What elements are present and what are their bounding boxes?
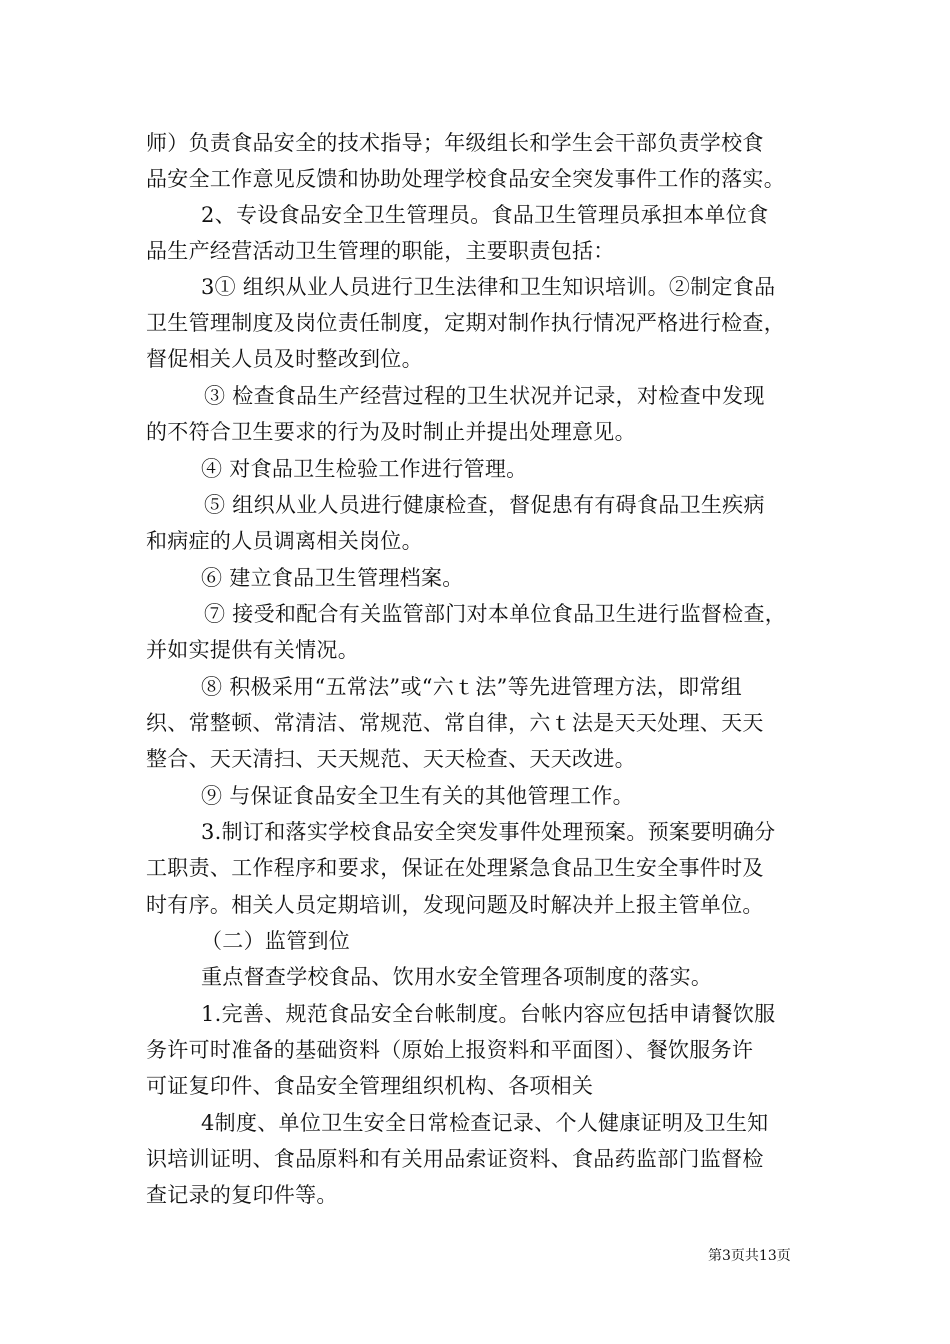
text-line: 织、常整顿、常清洁、常规范、常自律，六ｔ法是天天处理、天天 — [146, 711, 764, 735]
text-line: 师）负责食品安全的技术指导；年级组长和学生会干部负责学校食 — [146, 131, 764, 155]
text-line: ⑦ 接受和配合有关监管部门对本单位食品卫生进行监督检查， — [204, 602, 787, 626]
text-line: 品生产经营活动卫生管理的职能，主要职责包括： — [146, 239, 615, 263]
text-line: 整合、天天清扫、天天规范、天天检查、天天改进。 — [146, 747, 636, 771]
text-line: 4制度、单位卫生安全日常检查记录、个人健康证明及卫生知 — [201, 1111, 769, 1135]
text-line: 务许可时准备的基础资料（原始上报资料和平面图）、餐饮服务许 — [146, 1038, 754, 1062]
text-line: 3.制订和落实学校食品安全突发事件处理预案。预案要明确分 — [201, 820, 776, 844]
text-line: 工职责、工作程序和要求，保证在处理紧急食品卫生安全事件时及 — [146, 856, 764, 880]
text-line: 重点督查学校食品、饮用水安全管理各项制度的落实。 — [201, 965, 713, 989]
text-line: ③ 检查食品生产经营过程的卫生状况并记录，对检查中发现 — [204, 384, 765, 408]
text-line: 2、专设食品安全卫生管理员。食品卫生管理员承担本单位食 — [201, 203, 769, 227]
text-line: 可证复印件、食品安全管理组织机构、各项相关 — [146, 1074, 594, 1098]
text-line: 查记录的复印件等。 — [146, 1183, 338, 1207]
text-line: 卫生管理制度及岗位责任制度，定期对制作执行情况严格进行检查， — [146, 311, 785, 335]
page-number: 第3页共13页 — [708, 1248, 791, 1264]
text-line: 品安全工作意见反馈和协助处理学校食品安全突发事件工作的落实。 — [146, 167, 785, 191]
text-line: 和病症的人员调离相关岗位。 — [146, 529, 423, 553]
text-line: 督促相关人员及时整改到位。 — [146, 347, 423, 371]
text-line: 并如实提供有关情况。 — [146, 638, 359, 662]
text-line: ④ 对食品卫生检验工作进行管理。 — [201, 457, 528, 481]
text-line: 时有序。相关人员定期培训，发现问题及时解决并上报主管单位。 — [146, 893, 764, 917]
text-line: 识培训证明、食品原料和有关用品索证资料、食品药监部门监督检 — [146, 1147, 764, 1171]
text-line: 的不符合卫生要求的行为及时制止并提出处理意见。 — [146, 420, 636, 444]
text-line: ⑤ 组织从业人员进行健康检查，督促患有有碍食品卫生疾病 — [204, 493, 765, 517]
text-line: ⑨ 与保证食品安全卫生有关的其他管理工作。 — [201, 784, 634, 808]
text-line: ⑧ 积极采用“五常法”或“六ｔ法”等先进管理方法，即常组 — [201, 675, 743, 699]
text-line: 1.完善、规范食品安全台帐制度。台帐内容应包括申请餐饮服 — [201, 1002, 776, 1026]
section-heading: （二）监管到位 — [201, 929, 351, 953]
text-line: 3① 组织从业人员进行卫生法律和卫生知识培训。②制定食品 — [201, 275, 776, 299]
text-line: ⑥ 建立食品卫生管理档案。 — [201, 566, 464, 590]
